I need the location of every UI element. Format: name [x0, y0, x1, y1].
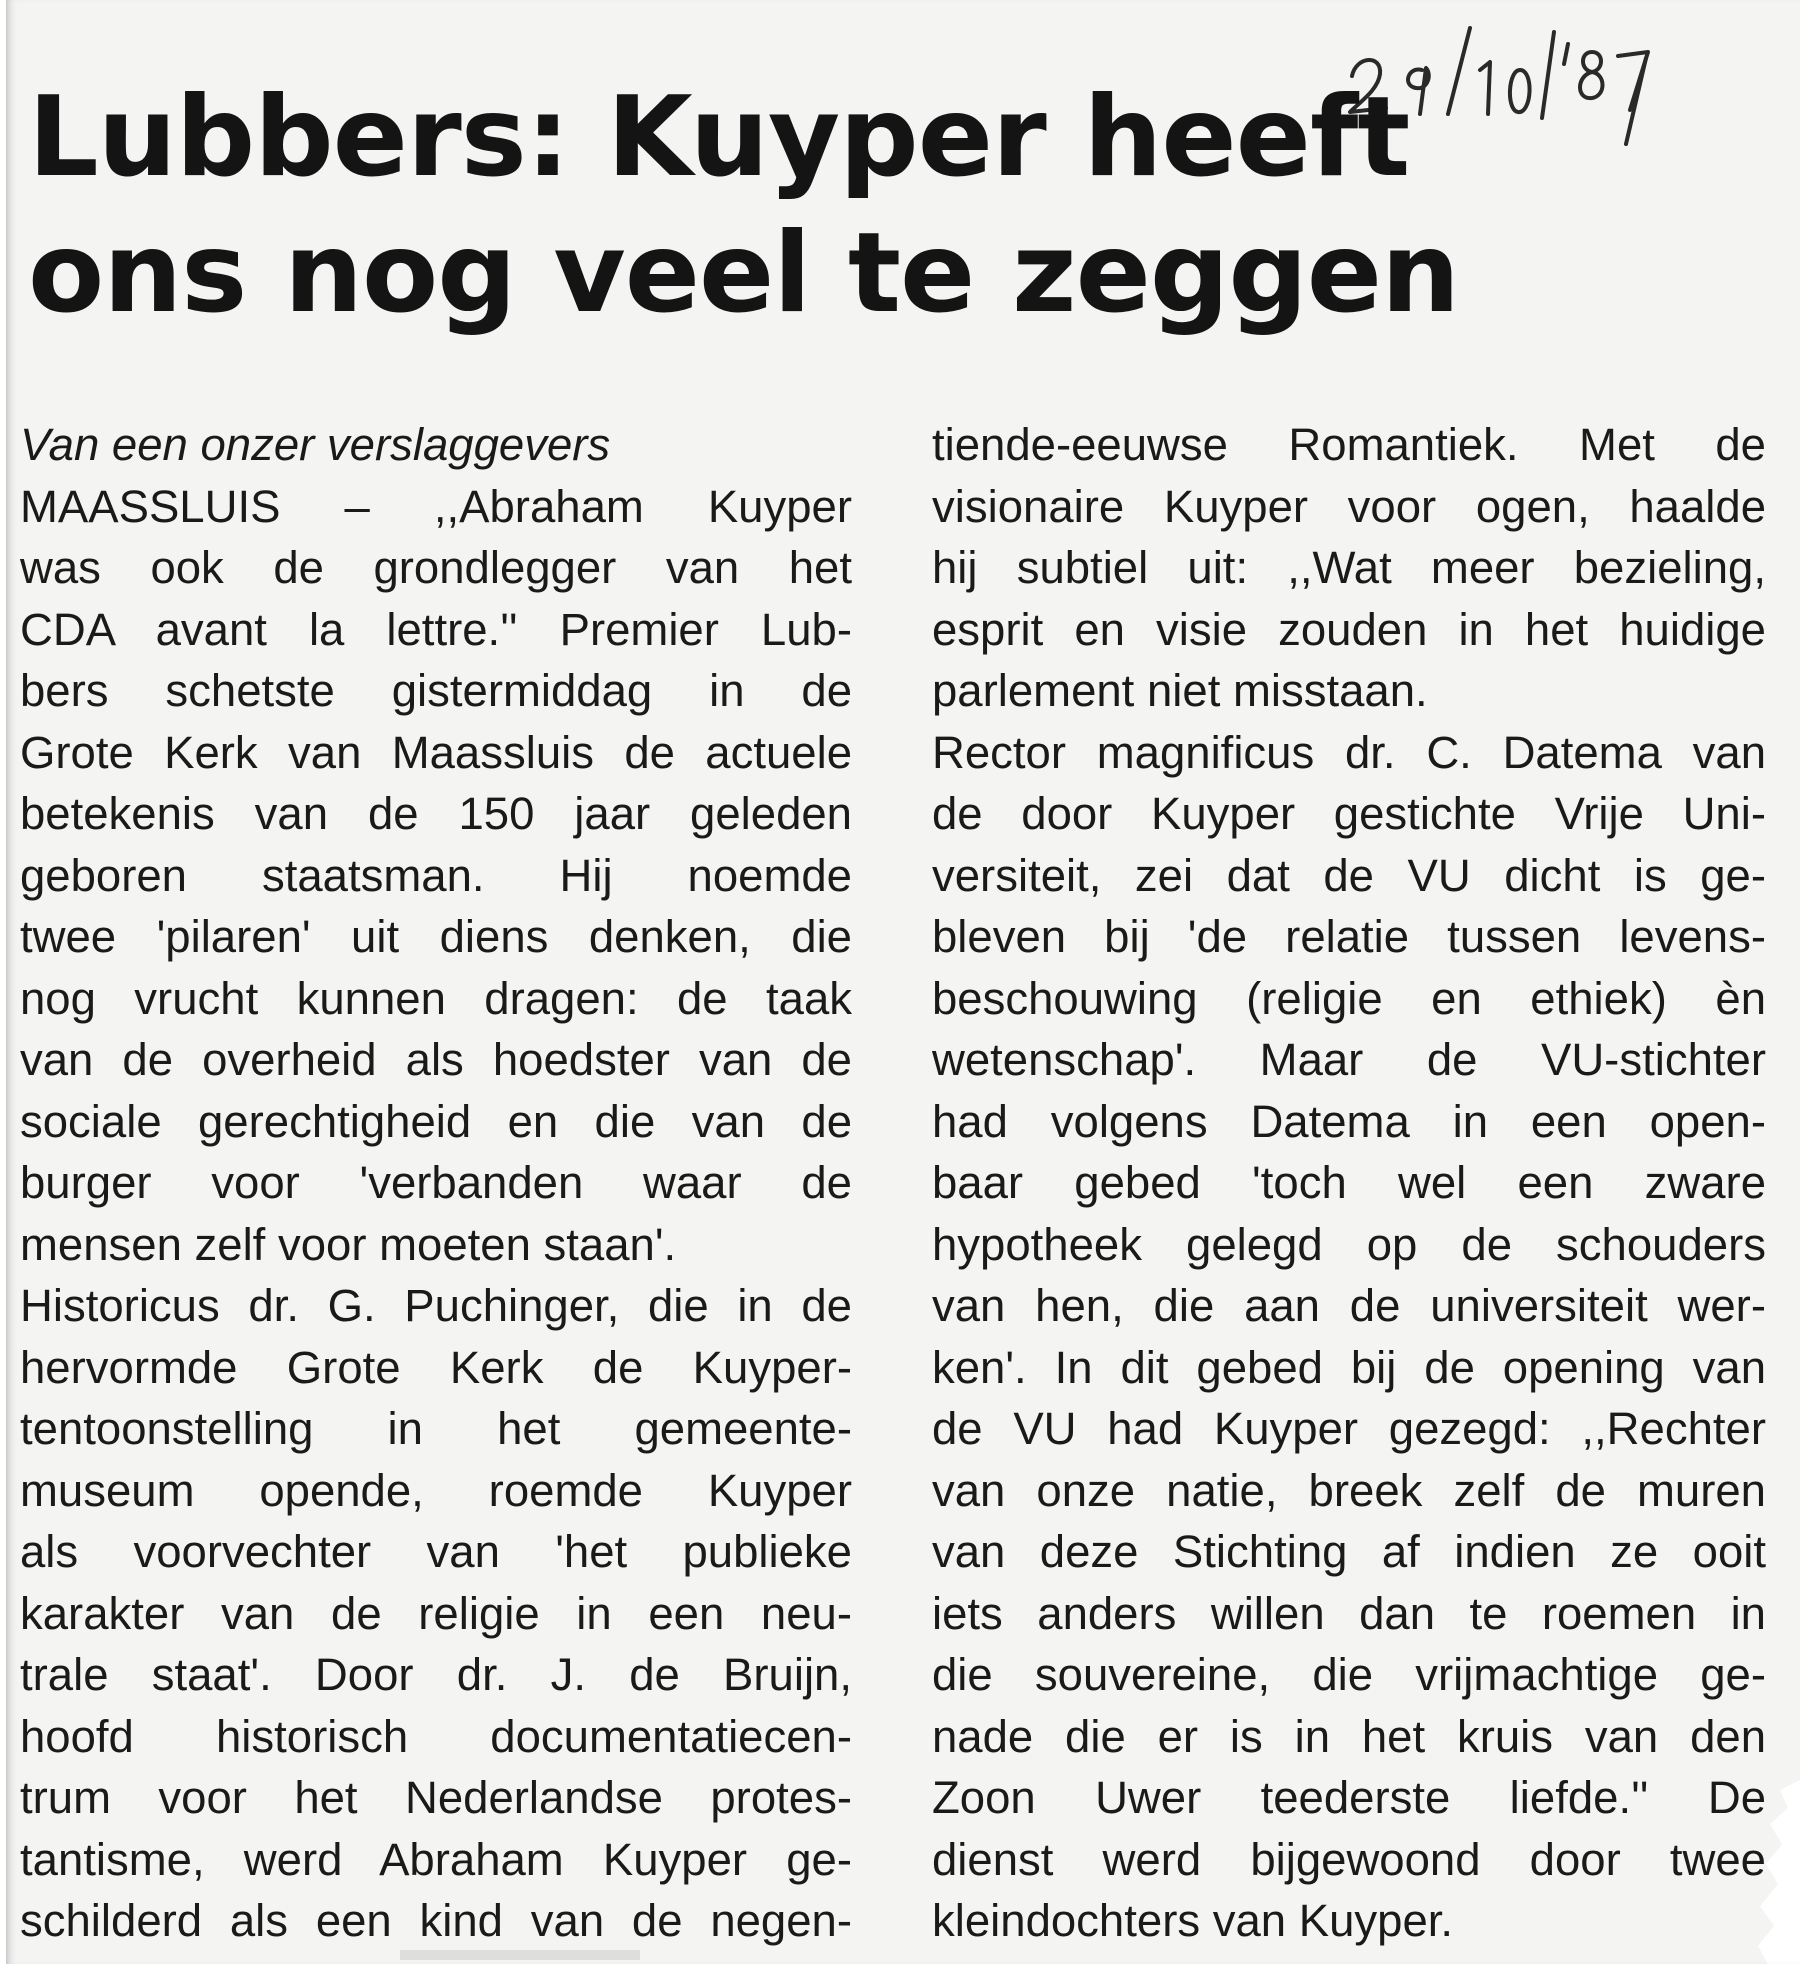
article-line: tiende-eeuwse Romantiek. Met de — [932, 419, 1766, 470]
article-line: van deze Stichting af indien ze ooit — [932, 1526, 1766, 1577]
article-line: van de overheid als hoedster van de — [20, 1034, 852, 1085]
article-line: sociale gerechtigheid en die van de — [20, 1095, 852, 1147]
faded-text-fragment — [400, 1950, 640, 1960]
article-line: ken'. In dit gebed bij de opening van — [932, 1341, 1766, 1393]
article-line: parlement niet misstaan. — [932, 665, 1428, 716]
article-line: had volgens Datema in een open- — [932, 1095, 1766, 1147]
article-line: esprit en visie zouden in het huidige — [932, 603, 1766, 655]
article-line: Rector magnificus dr. C. Datema van — [932, 726, 1766, 778]
article-line: tantisme, werd Abraham Kuyper ge- — [20, 1833, 852, 1885]
article-line: museum opende, roemde Kuyper — [20, 1464, 852, 1516]
article-line: wetenschap'. Maar de VU-stichter — [932, 1034, 1766, 1085]
article-column-left — [20, 414, 852, 1952]
article-line: dienst werd bijgewoond door twee — [932, 1833, 1766, 1885]
article-line: burger voor 'verbanden waar de — [20, 1157, 852, 1208]
article-line: van onze natie, breek zelf de muren — [932, 1464, 1766, 1516]
article-line: kleindochters van Kuyper. — [932, 1895, 1454, 1946]
article-line: nade die er is in het kruis van den — [932, 1710, 1766, 1762]
article-line: iets anders willen dan te roemen in — [932, 1587, 1766, 1639]
article-line: baar gebed 'toch wel een zware — [932, 1157, 1766, 1208]
article-column-right — [932, 414, 1766, 1952]
article-line: hypotheek gelegd op de schouders — [932, 1218, 1766, 1270]
headline-line-2: ons nog veel te zeggen — [28, 209, 1460, 338]
article-line: die souvereine, die vrijmachtige ge- — [932, 1649, 1766, 1700]
article-line: trale staat'. Door dr. J. de Bruijn, — [20, 1649, 852, 1700]
article-line: trum voor het Nederlandse protes- — [20, 1772, 852, 1823]
article-line: CDA avant la lettre.'' Premier Lub- — [20, 603, 852, 655]
byline: Van een onzer verslaggevers — [20, 419, 611, 470]
article-line: als voorvechter van 'het publieke — [20, 1526, 852, 1577]
headline — [28, 70, 1728, 342]
article-line: beschouwing (religie en ethiek) èn — [932, 972, 1766, 1024]
article-line: versiteit, zei dat de VU dicht is ge- — [932, 849, 1766, 901]
article-line: was ook de grondlegger van het — [20, 542, 852, 593]
article-line: hij subtiel uit: ,,Wat meer bezieling, — [932, 542, 1766, 593]
article-line: Historicus dr. G. Puchinger, die in de — [20, 1280, 852, 1331]
article-line: Grote Kerk van Maassluis de actuele — [20, 726, 852, 778]
article-line: van hen, die aan de universiteit wer- — [932, 1280, 1766, 1331]
article-line: hervormde Grote Kerk de Kuyper- — [20, 1341, 852, 1393]
article-line: bers schetste gistermiddag in de — [20, 665, 852, 716]
article-line: nog vrucht kunnen dragen: de taak — [20, 972, 852, 1024]
article-line: karakter van de religie in een neu- — [20, 1587, 852, 1639]
article-line: schilderd als een kind van de negen- — [20, 1895, 852, 1946]
article-line: twee 'pilaren' uit diens denken, die — [20, 911, 852, 962]
article-line: bleven bij 'de relatie tussen levens- — [932, 911, 1766, 962]
article-line: betekenis van de 150 jaar geleden — [20, 788, 852, 839]
article-line: mensen zelf voor moeten staan'. — [20, 1218, 677, 1270]
article-line: de VU had Kuyper gezegd: ,,Rechter — [932, 1403, 1766, 1454]
article-line: Zoon Uwer teederste liefde.'' De — [932, 1772, 1766, 1823]
article-line: geboren staatsman. Hij noemde — [20, 849, 852, 901]
article-line: hoofd historisch documentatiecen- — [20, 1710, 852, 1762]
article-line: de door Kuyper gestichte Vrije Uni- — [932, 788, 1766, 839]
article-line: visionaire Kuyper voor ogen, haalde — [932, 480, 1766, 532]
torn-paper-edge — [1740, 1780, 1800, 1964]
article-line: tentoonstelling in het gemeente- — [20, 1403, 852, 1454]
article-line: MAASSLUIS – ,,Abraham Kuyper — [20, 480, 852, 532]
headline-line-1: Lubbers: Kuyper heeft — [28, 73, 1410, 202]
